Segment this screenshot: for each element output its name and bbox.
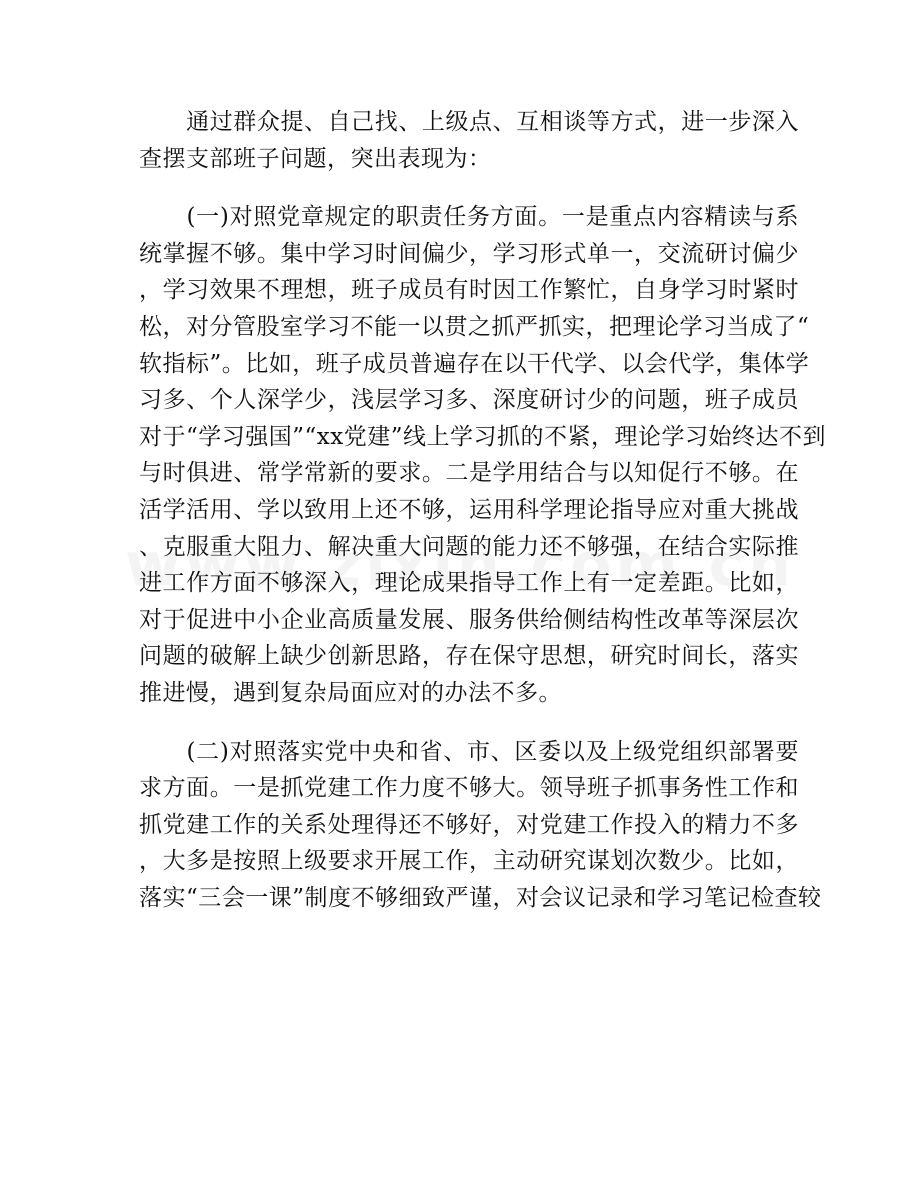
text-line: 抓党建工作的关系处理得还不够好，对党建工作投入的精力不多 <box>139 811 799 838</box>
text-line: (二)对照落实党中央和省、市、区委以及上级党组织部署要 <box>139 738 799 765</box>
text-line: 进工作方面不够深入，理论成果指导工作上有一定差距。比如， <box>139 570 799 597</box>
text-line: 活学活用、学以致用上还不够，运用科学理论指导应对重大挑战 <box>139 496 799 523</box>
text-line: 、克服重大阻力、解决重大问题的能力还不够强，在结合实际推 <box>139 533 799 560</box>
section-two-paragraph <box>139 734 822 917</box>
text-line: ，大多是按照上级要求开展工作，主动研究谋划次数少。比如， <box>139 848 799 875</box>
text-line: 求方面。一是抓党建工作力度不够大。领导班子抓事务性工作和 <box>139 775 799 802</box>
text-line: 查摆支部班子问题，突出表现为： <box>139 145 492 172</box>
text-line: 问题的破解上缺少创新思路，存在保守思想，研究时间长，落实 <box>139 643 799 670</box>
text-line: 对于“学习强国”“xx党建”线上学习抓的不紧，理论学习始终达不到 <box>139 423 826 450</box>
text-line: 习多、个人深学少，浅层学习多、深度研讨少的问题，班子成员 <box>139 387 799 414</box>
text-line: 统掌握不够。集中学习时间偏少，学习形式单一，交流研讨偏少 <box>139 240 799 267</box>
intro-paragraph <box>139 104 799 177</box>
text-line: 落实“三会一课”制度不够细致严谨，对会议记录和学习笔记检查较 <box>139 884 822 911</box>
text-line: 通过群众提、自己找、上级点、互相谈等方式，进一步深入 <box>139 109 799 135</box>
text-line: 软指标”。比如，班子成员普遍存在以干代学、以会代学，集体学 <box>139 350 810 377</box>
text-line: 对于促进中小企业高质量发展、服务供给侧结构性改革等深层次 <box>139 606 799 633</box>
section-one-paragraph <box>139 199 826 711</box>
text-line: 与时俱进、常学常新的要求。二是学用结合与以知促行不够。在 <box>139 460 799 487</box>
text-line: 松，对分管股室学习不能一以贯之抓严抓实，把理论学习当成了“ <box>139 313 810 340</box>
text-line: (一)对照党章规定的职责任务方面。一是重点内容精读与系 <box>139 204 799 231</box>
text-line: ，学习效果不理想，班子成员有时因工作繁忙，自身学习时紧时 <box>139 277 799 304</box>
text-line: 推进慢，遇到复杂局面应对的办法不多。 <box>139 679 562 706</box>
document-body <box>139 104 826 938</box>
